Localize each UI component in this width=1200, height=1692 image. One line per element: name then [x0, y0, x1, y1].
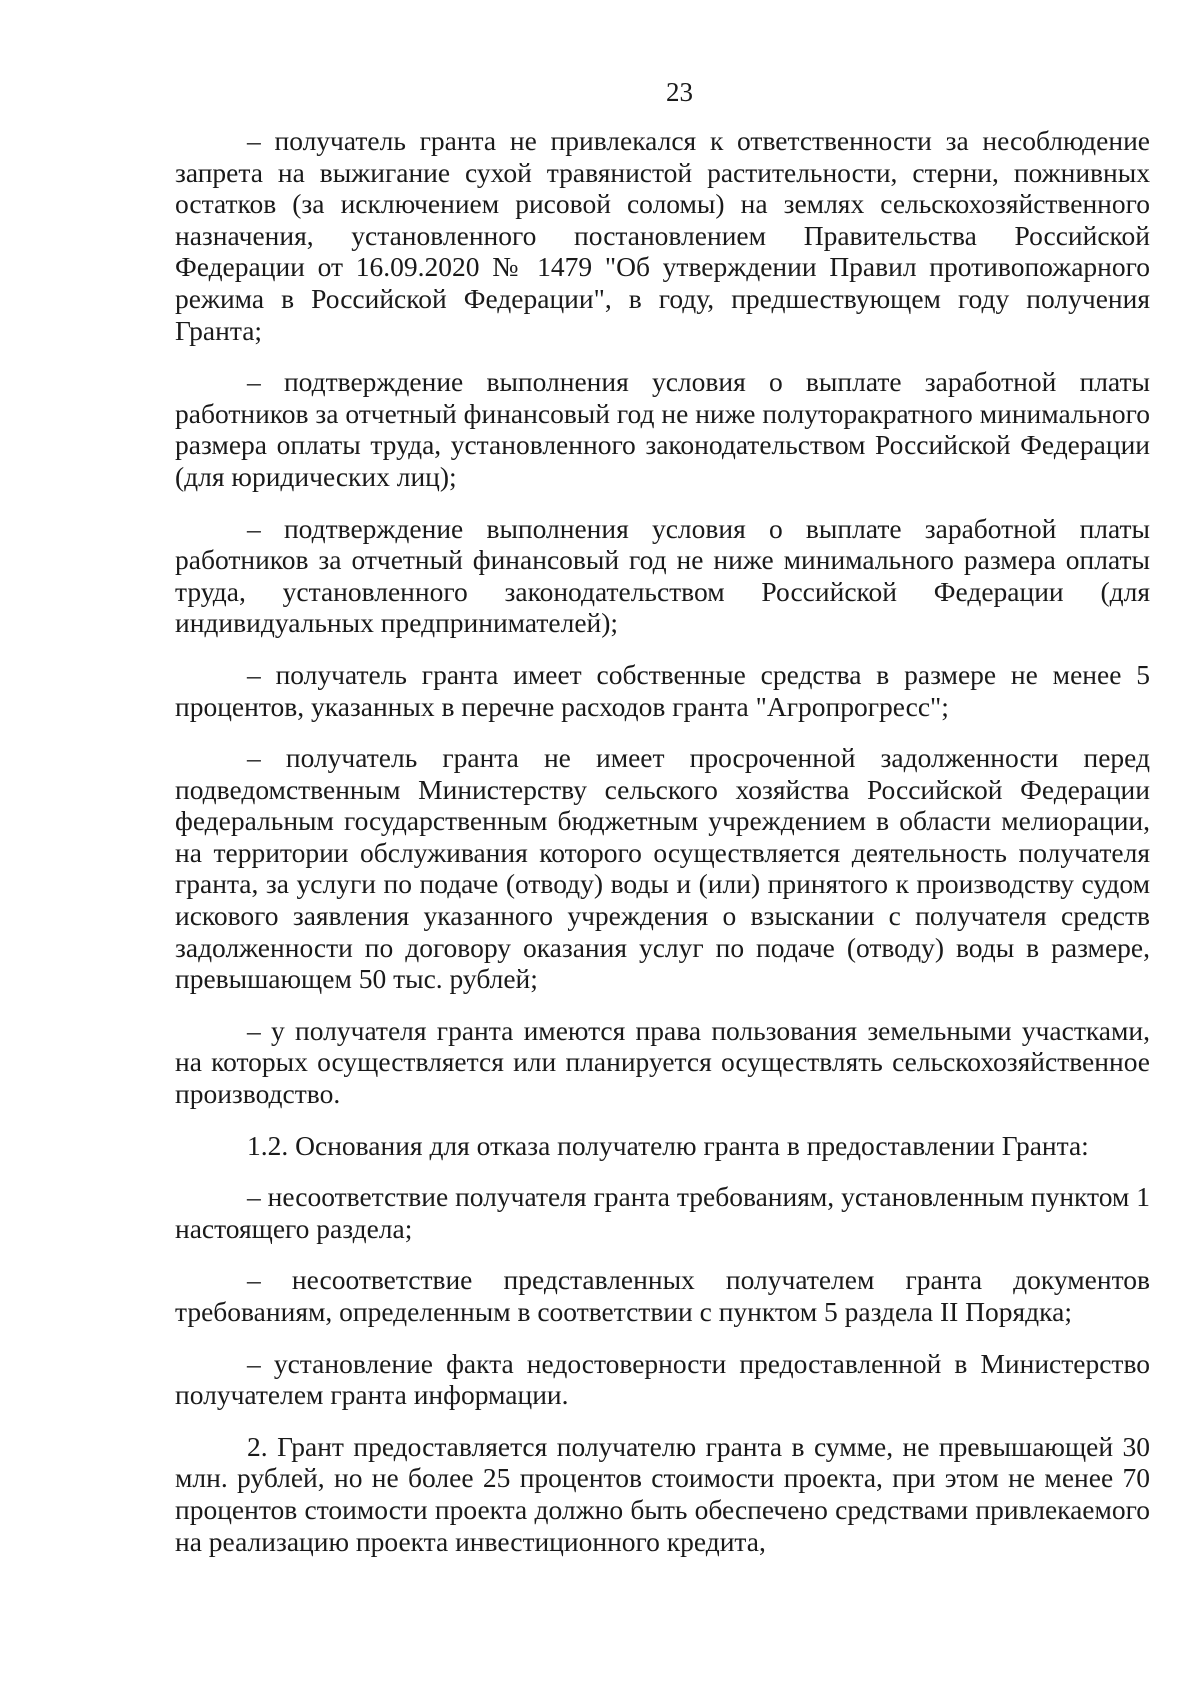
paragraph-own-funds: – получатель гранта имеет собственные средства в размере не менее 5 процентов, указанных в перечне расходов гранта "Агропрогресс"; [175, 658, 1150, 722]
paragraph-wage-legal-entities: – подтверждение выполнения условия о выплате заработной платы работников за отчетный финансовый год не ниже полуторакратного минимального размера оплаты труда, установленного законодательством Российской Федерации (для юридических лиц); [175, 366, 1150, 492]
paragraph-wage-entrepreneurs: – подтверждение выполнения условия о выплате заработной платы работников за отчетный финансовый год не ниже минимального размера оплаты труда, установленного законодательством Российской Федерации (для индивидуальных предпринимателей); [175, 512, 1150, 639]
paragraph-no-overdue-debt: – получатель гранта не имеет просроченной задолженности перед подведомственным Министерству сельского хозяйства Российской Федерации федеральным государственным бюджетным учреждением в области мелиорации, на территории обслуживания которого осуществляется деятельность получателя гранта, за услуги по подаче (отводу) воды и (или) принятого к производству судом искового заявления указанного учреждения о взыскании с получателя средств задолженности по договору оказания услуг по подаче (отводу) воды в размере, превышающем 50 тыс. рублей; [175, 742, 1150, 995]
paragraph-land-use-rights: – у получателя гранта имеются права пользования земельными участками, на которых осуществляется или планируется осуществлять сельскохозяйственное производство. [175, 1014, 1150, 1110]
paragraph-fire-safety-requirement: – получатель гранта не привлекался к ответственности за несоблюдение запрета на выжигание сухой травянистой растительности, стерни, пожнивных остатков (за исключением рисовой соломы) на землях сельскохозяйственного назначения, установленного постановлением Правительства Российской Федерации от 16.09.2020 № 1479 "Об утверждении Правил противопожарного режима в Российской Федерации", в году, предшествующем году получения Гранта; [175, 125, 1150, 346]
paragraph-grant-amount: 2. Грант предоставляется получателю гранта в сумме, не превышающей 30 млн. рублей, но не более 25 процентов стоимости проекта, при этом не менее 70 процентов стоимости проекта должно быть обеспечено средствами привлекаемого на реализацию проекта инвестиционного кредита, [175, 1430, 1150, 1557]
paragraph-refusal-noncompliance: – несоответствие получателя гранта требованиям, установленным пунктом 1 настоящего раздела; [175, 1181, 1150, 1244]
paragraph-refusal-documents: – несоответствие представленных получателем гранта документов требованиям, определенным в соответствии с пунктом 5 раздела II Порядка; [175, 1264, 1150, 1327]
document-body [175, 125, 1150, 1577]
page-number: 23 [666, 77, 693, 107]
paragraph-refusal-grounds-heading: 1.2. Основания для отказа получателю гранта в предоставлении Гранта: [247, 1129, 1089, 1161]
paragraph-refusal-false-info: – установление факта недостоверности предоставленной в Министерство получателем гранта информации. [175, 1347, 1150, 1411]
